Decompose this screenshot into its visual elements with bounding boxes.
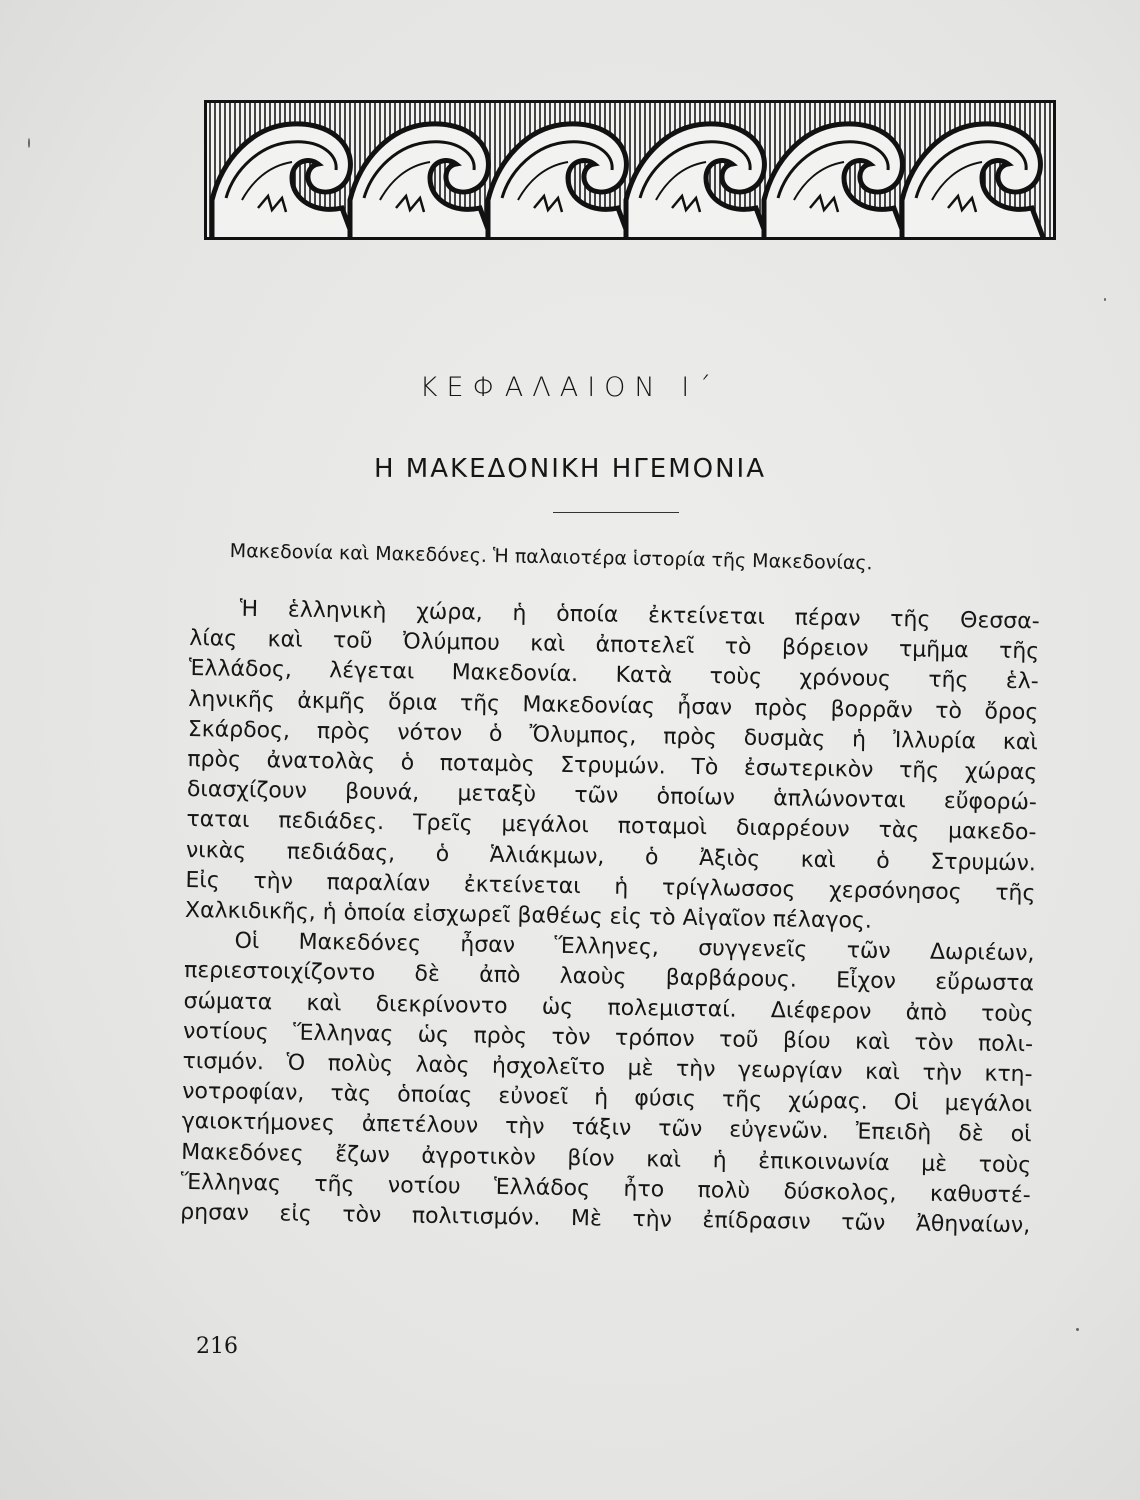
chapter-label: ΚΕΦΑΛΑΙΟΝ Ι΄: [419, 372, 721, 403]
body-line: λίας καὶ τοῦ Ὀλύμπου καὶ ἀποτελεῖ τὸ βόρειον τμῆμα τῆς: [189, 626, 1040, 665]
body-line: πρὸς ἀνατολὰς ὁ ποταμὸς Στρυμών. Τὸ ἐσωτερικὸν τῆς χώρας: [187, 746, 1038, 786]
body-line: νοτροφίαν, τὰς ὁποίας εὐνοεῖ ἡ φύσις τῆς χώρας. Οἱ μεγάλοι: [181, 1079, 1033, 1118]
body-line: σώματα καὶ διεκρίνοντο ὡς πολεμισταί. Διέφερον ἀπὸ τοὺς: [183, 988, 1034, 1027]
body-line: περιεστοιχίζοντο δὲ ἀπὸ λαοὺς βαρβάρους. Εἶχον εὔρωστα: [183, 958, 1035, 997]
body-line: Σκάρδος, πρὸς νότον ὁ Ὄλυμπος, πρὸς δυσμὰς ἡ Ἰλλυρία καὶ: [187, 716, 1038, 756]
body-line: Εἰς τὴν παραλίαν ἐκτείνεται ἡ τρίγλωσσος χερσόνησος τῆς: [185, 867, 1036, 907]
body-line: Μακεδόνες ἔζων ἀγροτικὸν βίον καὶ ἡ ἐπικοινωνία μὲ τοὺς: [181, 1139, 1032, 1178]
section-title: Μακεδονία καὶ Μακεδόνες. Ἡ παλαιοτέρα ἱστορία τῆς Μακεδονίας.: [229, 540, 873, 575]
body-line: διασχίζουν βουνά, μεταξὺ τῶν ὁποίων ἁπλώνονται εὔφορώ-: [186, 777, 1038, 816]
body-line: Χαλκιδικῆς, ἡ ὁποία εἰσχωρεῖ βαθέως εἰς τὸ Αἰγαῖον πέλαγος.: [184, 897, 873, 934]
body-line: Ἕλληνας τῆς νοτίου Ἑλλάδος ἦτο πολὺ δύσκολος, καθυστέ-: [180, 1169, 1031, 1209]
body-line: Ἑλλάδος, λέγεται Μακεδονία. Κατὰ τοὺς χρόνους τῆς ἑλ-: [188, 656, 1039, 695]
chapter-title: Η ΜΑΚΕΔΟΝΙΚΗ ΗΓΕΜΟΝΙΑ: [373, 454, 766, 484]
body-text: [180, 594, 1040, 1242]
paper-speck: [1076, 1328, 1079, 1331]
paper-speck: [1104, 298, 1106, 301]
paper-speck: [28, 138, 30, 148]
body-line: ληνικῆς ἀκμῆς ὅρια τῆς Μακεδονίας ἦσαν πρὸς βορρᾶν τὸ ὄρος: [188, 686, 1039, 725]
page-number: 216: [196, 1334, 238, 1359]
body-line: νοτίους Ἕλληνας ὡς πρὸς τὸν τρόπον τοῦ βίου καὶ τὸν πολι-: [182, 1018, 1034, 1058]
title-divider: [553, 512, 679, 513]
body-line: ταται πεδιάδες. Τρεῖς μεγάλοι ποταμοὶ διαρρέουν τὰς μακεδο-: [186, 807, 1037, 846]
body-line: νικὰς πεδιάδας, ὁ Ἁλιάκμων, ὁ Ἀξιὸς καὶ ὁ Στρυμών.: [185, 837, 1037, 876]
body-line: γαιοκτήμονες ἀπετέλουν τὴν τάξιν τῶν εὐγενῶν. Ἐπειδὴ δὲ οἱ: [181, 1109, 1032, 1148]
body-line: Ἡ ἑλληνικὴ χώρα, ἡ ὁποία ἐκτείνεται πέραν τῆς Θεσσα-: [239, 596, 1040, 635]
body-line: τισμόν. Ὁ πολὺς λαὸς ἠσχολεῖτο μὲ τὴν γεωργίαν καὶ τὴν κτη-: [182, 1048, 1033, 1088]
body-line: ρησαν εἰς τὸν πολιτισμόν. Μὲ τὴν ἐπίδρασιν τῶν Ἀθηναίων,: [180, 1199, 1031, 1239]
body-line: Οἱ Μακεδόνες ἦσαν Ἕλληνες, συγγενεῖς τῶν Δωριέων,: [234, 928, 1035, 967]
wave-ornament-border: [204, 100, 1056, 240]
